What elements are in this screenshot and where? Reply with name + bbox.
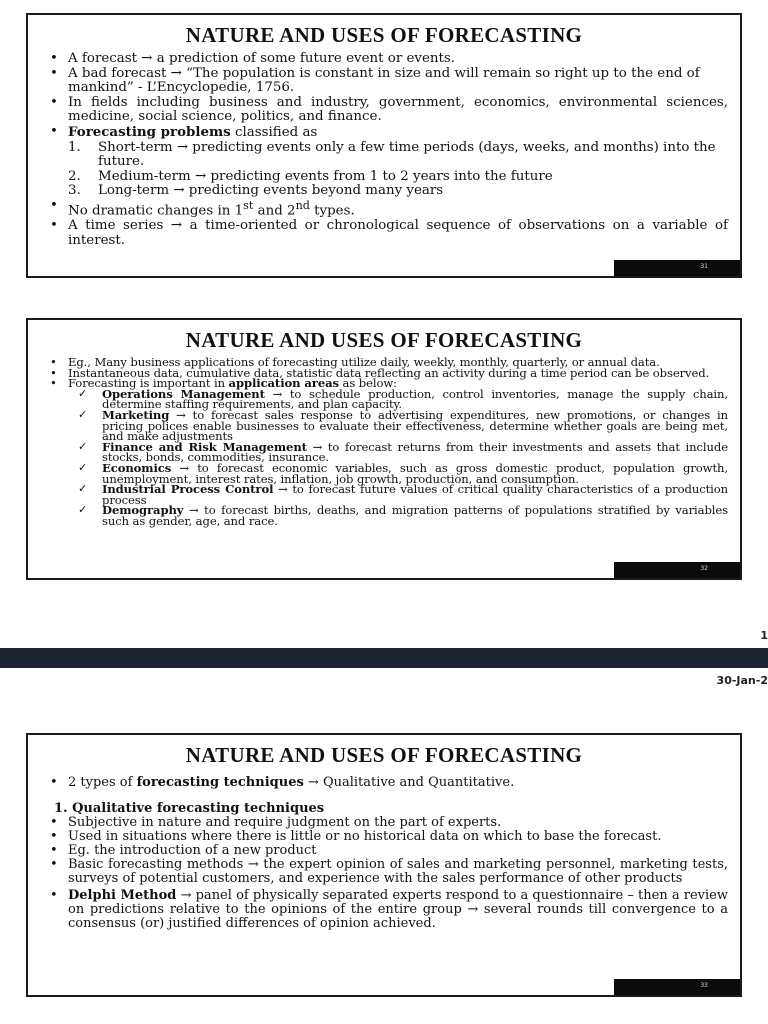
bold-text: Operations Management bbox=[102, 386, 265, 401]
bold-text: Economics bbox=[102, 460, 172, 475]
list-item bbox=[50, 378, 728, 526]
text: Medium-term → predicting events from 1 to 2 years into the future bbox=[98, 168, 553, 184]
slide-title: NATURE AND USES OF FORECASTING bbox=[185, 743, 583, 767]
list-item: • In fields including business and industry, government, economics, environmental sciences, medicine, social science, politics, and finance. bbox=[50, 96, 728, 125]
page-divider bbox=[0, 648, 768, 668]
list-item: • Eg., Many business applications of forecasting utilize daily, weekly, monthly, quarterly, or annual data. bbox=[50, 357, 728, 368]
list-item: • Used in situations where there is little or no historical data on which to base the forecast. bbox=[50, 830, 728, 844]
slide-footer-bar bbox=[614, 562, 740, 578]
slide-33 bbox=[26, 733, 742, 997]
list-item bbox=[72, 505, 728, 526]
slide-footer-bar bbox=[614, 979, 740, 995]
text: → to forecast economic variables, such as gross domestic product, population growth, unemployment, interest rates, inflation, job growth, production, and consumption. bbox=[102, 460, 728, 486]
text: Forecasting is important in bbox=[68, 376, 229, 391]
bold-text: Finance and Risk Management bbox=[102, 439, 307, 454]
check-list bbox=[68, 386, 729, 528]
text: classified as bbox=[230, 124, 318, 140]
list-item bbox=[50, 199, 728, 219]
slide-number: 33 bbox=[700, 982, 708, 989]
text: → Qualitative and Quantitative. bbox=[303, 775, 515, 790]
bold-text: application areas bbox=[228, 376, 339, 391]
slide-number: 31 bbox=[700, 263, 708, 270]
list-item: • Instantaneous data, cumulative data, statistic data reflecting an activity during a time period can be observed. bbox=[50, 368, 728, 379]
list-item bbox=[72, 460, 728, 486]
list-item: • A time series → a time-oriented or chronological sequence of observations on a variable of interest. bbox=[50, 219, 728, 248]
list-item bbox=[68, 184, 728, 199]
slide-32 bbox=[26, 318, 742, 580]
item-number: 2. bbox=[68, 168, 81, 184]
list-item bbox=[50, 125, 728, 199]
list-item bbox=[72, 439, 728, 465]
bullet-list bbox=[28, 816, 740, 931]
page-date: 30-Jan-2 bbox=[716, 674, 768, 687]
list-item bbox=[68, 141, 728, 170]
text: No dramatic changes in 1 bbox=[68, 203, 244, 219]
slide-31 bbox=[26, 13, 742, 278]
bold-text: Demography bbox=[102, 503, 184, 518]
bullet-list bbox=[28, 52, 740, 248]
list-item: • A bad forecast → “The population is constant in size and will remain so right up to the end of mankind” - L’Encyclopedie, 1756. bbox=[50, 67, 728, 96]
text: → to schedule production, control inventories, manage the supply chain, determine staffing requirements, and plan capacity. bbox=[102, 386, 728, 412]
text: Long-term → predicting events beyond many years bbox=[98, 183, 444, 199]
text: 2 types of bbox=[68, 775, 137, 790]
list-item: • A forecast → a prediction of some future event or events. bbox=[50, 52, 728, 67]
superscript: nd bbox=[295, 198, 310, 212]
list-item bbox=[50, 776, 728, 790]
text: → panel of physically separated experts respond to a questionnaire – then a review on predictions relative to the opinions of the entire group → several rounds till convergence to a consensus (or) justified differences of opinion achieved. bbox=[68, 888, 728, 931]
page-number: 1 bbox=[760, 629, 768, 642]
list-item bbox=[50, 889, 728, 931]
slide-title: NATURE AND USES OF FORECASTING bbox=[185, 23, 583, 47]
bold-text: Industrial Process Control bbox=[102, 482, 274, 497]
item-number: 1. bbox=[68, 139, 81, 155]
bold-text: Forecasting problems bbox=[68, 123, 231, 140]
text: and 2 bbox=[253, 203, 296, 219]
list-item bbox=[72, 407, 728, 444]
text: → to forecast future values of critical quality characteristics of a production process bbox=[102, 482, 729, 507]
bullet-list bbox=[28, 357, 740, 527]
slide-title: NATURE AND USES OF FORECASTING bbox=[185, 328, 583, 352]
text: → to forecast sales response to advertising expenditures, new promotions, or changes in pricing polices enable businesses to evaluate their effectiveness, determine whether goals are being met, and make adjustments bbox=[102, 407, 728, 444]
bold-text: Delphi Method bbox=[68, 888, 177, 903]
text: → to forecast returns from their investments and assets that include stocks, bonds, commodities, insurance. bbox=[102, 439, 728, 465]
text: Short-term → predicting events only a few time periods (days, weeks, and months) into the future. bbox=[98, 139, 716, 170]
list-item: • Basic forecasting methods → the expert opinion of sales and marketing personnel, marketing tests, surveys of potential customers, and experience with the sales performance of other products bbox=[50, 858, 728, 886]
slide-footer-bar bbox=[614, 260, 740, 276]
bold-text: forecasting techniques bbox=[136, 775, 304, 790]
text: → to forecast births, deaths, and migration patterns of populations stratified by variables such as gender, age, and race. bbox=[102, 503, 728, 528]
text: types. bbox=[309, 203, 355, 219]
numbered-list bbox=[68, 141, 728, 199]
bold-text: Marketing bbox=[102, 407, 170, 422]
bullet-list bbox=[28, 776, 740, 790]
superscript: st bbox=[243, 198, 254, 212]
list-item: • Subjective in nature and require judgment on the part of experts. bbox=[50, 816, 728, 830]
item-number: 3. bbox=[68, 183, 81, 199]
list-item bbox=[72, 386, 728, 412]
list-item bbox=[72, 484, 728, 505]
text: as below: bbox=[338, 376, 397, 391]
slide-number: 32 bbox=[700, 565, 708, 572]
list-item: • Eg. the introduction of a new product bbox=[50, 844, 728, 858]
section-heading: 1. Qualitative forecasting techniques bbox=[54, 801, 325, 816]
list-item bbox=[68, 170, 728, 185]
